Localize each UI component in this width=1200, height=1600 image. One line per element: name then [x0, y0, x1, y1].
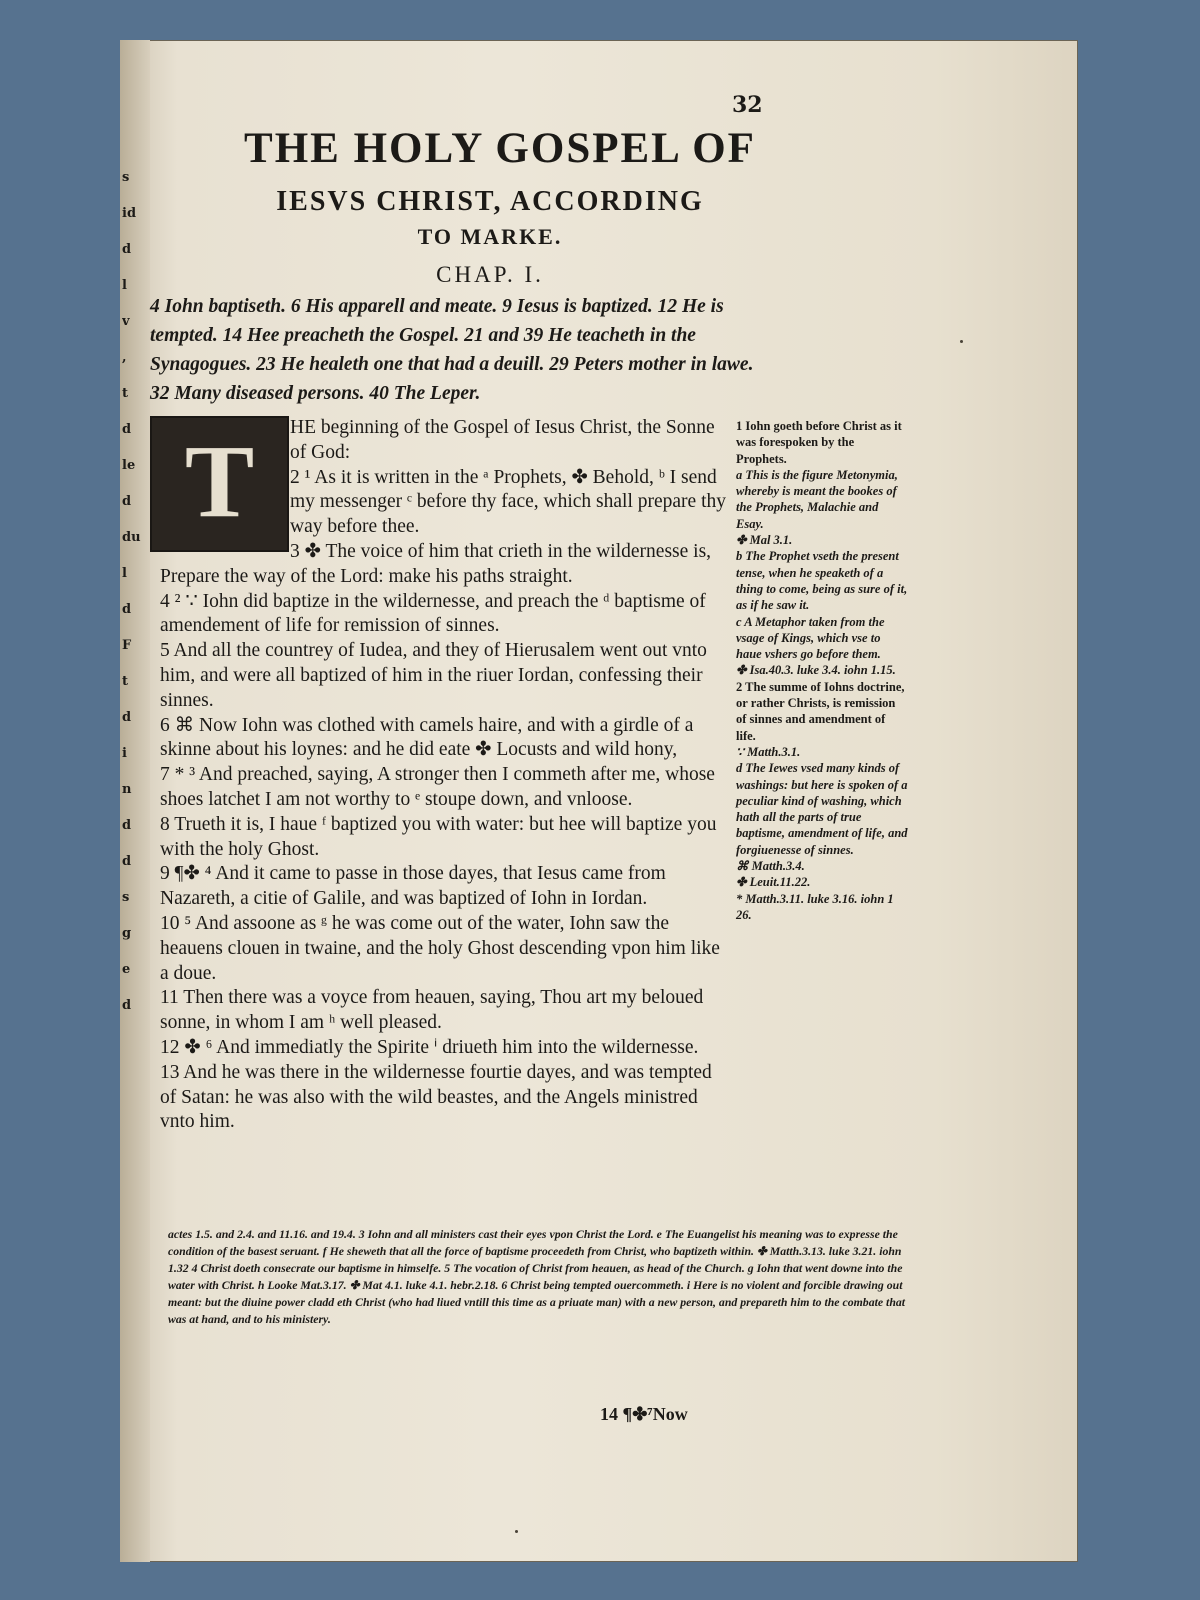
margin-note: 2 The summe of Iohns doctrine, or rather Christs, is remission of sinnes and amendment of life.	[736, 679, 905, 743]
margin-note: * Matth.3.11. luke 3.16. iohn 1 26.	[736, 891, 894, 922]
margin-note: b The Prophet vseth the present tense, when he speaketh of a thing to come, being as sure of it, as if he saw it.	[736, 549, 908, 613]
facing-page-edge	[120, 40, 150, 1562]
verse-1: HE beginning of the Gospel of Iesus Christ, the Sonne of God:	[290, 417, 715, 463]
title-line-3: TO MARKE.	[417, 224, 563, 249]
footnotes: actes 1.5. and 2.4. and 11.16. and 19.4. 3 Iohn and all ministers cast their eyes vpon Christ the Lord. e The Euangelist his meaning was to expresse the condition of the basest seruant. f He sheweth that all the force of baptisme proceedeth from Christ, who baptizeth within. ✤ Matth.3.13. luke 3.21. iohn 1.32 4 Christ doeth consecrate our baptisme in himselfe. 5 The vocation of Christ from heauen, as head of the Church. g Iohn that went downe into the water with Christ. h Looke Mat.3.17. ✤ Mat 4.1. luke 4.1. hebr.2.18. 6 Christ being tempted ouercommeth. i Here is no violent and forcible drawing out meant: but the diuine power cladd eth Christ (who had liued vntill this time as a priuate man) with a new person, and prepareth him to the combate that was at hand, and to his ministery.	[168, 1227, 906, 1326]
paper-speck	[960, 340, 963, 343]
verse-12: 12 ✤ ⁶ And immediatly the Spirite ⁱ driueth him into the wildernesse.	[160, 1036, 699, 1058]
title-line-1: THE HOLY GOSPEL OF	[244, 125, 756, 172]
verse-7: 7 * ³ And preached, saying, A stronger then I commeth after me, whose shoes latchet I am not worthy to ᵉ stoupe down, and vnloose.	[160, 764, 715, 810]
verse-2: 2 ¹ As it is written in the ᵃ Prophets, ✤ Behold, ᵇ I send my messenger ᶜ before thy face, which shall prepare thy way before thee.	[290, 466, 726, 538]
margin-note: c A Metaphor taken from the vsage of Kings, which vse to haue vshers go before them.	[736, 614, 885, 662]
title-line-2: IESVS CHRIST, ACCORDING	[276, 186, 704, 217]
margin-note: d The Iewes vsed many kinds of washings: but here is spoken of a peculiar kind of washing, which hath all the parts of true baptisme, amendment of life, and forgiuenesse of sinnes.	[736, 761, 908, 857]
verse-4: 4 ² ∵ Iohn did baptize in the wildernesse, and preach the ᵈ baptisme of amendement of life for remission of sinnes.	[160, 590, 706, 637]
verse-13: 13 And he was there in the wildernesse fourtie dayes, and was tempted of Satan: he was also with the wild beastes, and the Angels ministred vnto him.	[160, 1061, 712, 1133]
chapter-argument: 4 Iohn baptiseth. 6 His apparell and meate. 9 Iesus is baptized. 12 He is tempted. 14 Hee preacheth the Gospel. 21 and 39 He teacheth in the Synagogues. 23 He healeth one that had a deuill. 29 Peters mother in lawe. 32 Many diseased persons. 40 The Leper.	[150, 296, 754, 404]
margin-notes	[736, 418, 908, 923]
book-page	[120, 40, 1078, 1562]
facing-page-fragments: s id d l v , t d le d du l d F t d i n d d s g e d	[122, 170, 141, 1013]
margin-note: ⌘ Matth.3.4.	[736, 859, 805, 874]
chapter-heading: CHAP. I.	[436, 262, 544, 287]
margin-note: 1 Iohn goeth before Christ as it was forespoken by the Prophets.	[736, 419, 902, 466]
page-number: 32	[732, 92, 763, 118]
verse-6: 6 ⌘ Now Iohn was clothed with camels haire, and with a girdle of a skinne about his loynes: and he did eate ✤ Locusts and wild hony,	[160, 714, 694, 761]
paper-speck	[515, 1530, 518, 1533]
margin-note: ✤ Mal 3.1.	[736, 533, 793, 548]
verse-3: 3 ✤ The voice of him that crieth in the wildernesse is, Prepare the way of the Lord: make his paths straight.	[160, 540, 712, 587]
verse-8: 8 Trueth it is, I haue ᶠ baptized you with water: but hee will baptize you with the holy Ghost.	[160, 813, 717, 860]
margin-note: a This is the figure Metonymia, whereby is meant the bookes of the Prophets, Malachie and Esay.	[736, 467, 898, 531]
drop-cap-letter: T	[184, 424, 255, 539]
verse-11: 11 Then there was a voyce from heauen, saying, Thou art my beloued sonne, in whom I am ʰ well pleased.	[160, 987, 704, 1034]
margin-note: ✤ Isa.40.3. luke 3.4. iohn 1.15.	[736, 663, 896, 678]
verse-10: 10 ⁵ And assoone as ᵍ he was come out of the water, Iohn saw the heauens clouen in twaine, and the holy Ghost descending vpon him like a doue.	[160, 912, 720, 984]
verse-9: 9 ¶✤ ⁴ And it came to passe in those dayes, that Iesus came from Nazareth, a citie of Galile, and was baptized of Iohn in Iordan.	[160, 863, 666, 910]
margin-note: ✤ Leuit.11.22.	[736, 875, 811, 890]
scripture-text	[160, 416, 732, 1135]
catchword: 14 ¶✤⁷Now	[600, 1404, 688, 1424]
verse-5: 5 And all the countrey of Iudea, and they of Hierusalem went out vnto him, and were all baptized of him in the riuer Iordan, confessing their sinnes.	[160, 640, 707, 711]
margin-note: ∵ Matth.3.1.	[736, 744, 801, 759]
